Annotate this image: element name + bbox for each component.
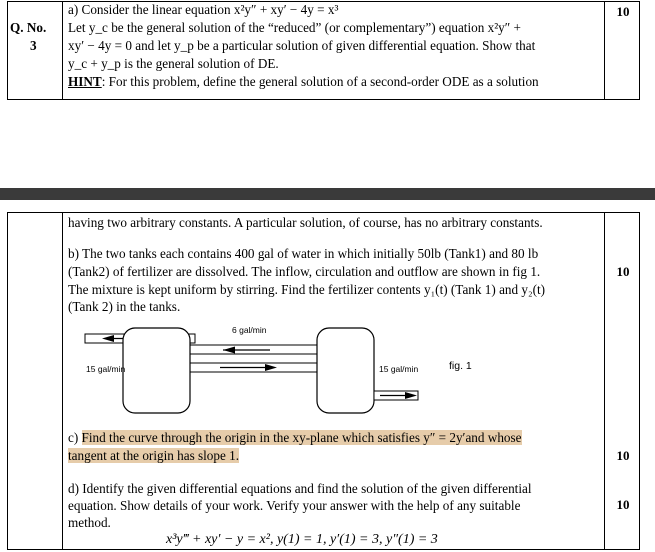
hint-line: [68, 73, 539, 91]
marks-part-a: 10: [616, 4, 630, 19]
marks-part-c: 10: [616, 448, 630, 463]
part-c-line-1: [68, 429, 522, 447]
part-d-line-2: equation. Show details of your work. Verify your answer with the help of any suitable: [68, 498, 521, 513]
table-divider-qno: [62, 1, 63, 100]
part-c-line-2: [68, 447, 239, 465]
table-border-bottom: [7, 99, 640, 100]
part-a-line-4: y_c + y_p is the general solution of DE.: [68, 56, 279, 71]
marks-part-b: 10: [616, 264, 630, 279]
page-break-bar: [0, 188, 655, 200]
table2-border-bottom: [7, 549, 640, 550]
part-a-line-1: a) Consider the linear equation x²y″ + xy′ − 4y = x³: [68, 2, 339, 17]
question-number-label: Q. No.: [10, 20, 47, 35]
flow-label-outflow: 15 gal/min: [379, 364, 419, 374]
part-b-line-3: The mixture is kept uniform by stirring. Find the fertilizer contents y₁(t) (Tank 1) and y₂(t): [68, 282, 546, 297]
hint-continuation: having two arbitrary constants. A particular solution, of course, has no arbitrary constants.: [68, 215, 543, 230]
flow-label-inflow: 15 gal/min: [86, 364, 126, 374]
part-d-line-1: d) Identify the given differential equations and find the solution of the given differential: [68, 481, 532, 496]
table2-divider-qno: [62, 212, 63, 550]
tank-1: [123, 328, 190, 413]
part-c-highlight: Find the curve through the origin in the xy-plane which satisfies y″ = 2y′: [81, 430, 466, 445]
tank-2: [317, 328, 374, 413]
part-c-line-1-rest: and whose: [465, 430, 522, 445]
marks-part-d: 10: [616, 497, 630, 512]
table-border-left: [7, 1, 8, 100]
hint-text: : For this problem, define the general solution of a second-order ODE as a solution: [101, 74, 539, 89]
two-tank-diagram: [80, 318, 480, 418]
part-a-line-3: xy′ − 4y = 0 and let y_p be a particular solution of given differential equation. Show that: [68, 38, 536, 53]
part-d-equation: x³y‴ + xy′ − y = x², y(1) = 1, y′(1) = 3, y″(1) = 3: [166, 532, 438, 547]
question-number: 3: [30, 38, 37, 53]
hint-label: HINT: [68, 74, 102, 89]
part-b-line-2: (Tank2) of fertilizer are dissolved. The inflow, circulation and outflow are shown in fig 1.: [68, 264, 541, 279]
table2-border-left: [7, 212, 8, 550]
part-b-line-1: b) The two tanks each contains 400 gal of water in which initially 50lb (Tank1) and 80 lb: [68, 246, 539, 261]
figure-label: fig. 1: [449, 360, 472, 372]
table2-border-top: [7, 212, 640, 213]
part-c-prefix: c): [68, 430, 82, 445]
part-c-line-2-text: tangent at the origin has slope 1.: [68, 448, 240, 463]
part-a-line-2: Let y_c be the general solution of the “reduced” (or complementary”) equation x²y″ +: [68, 20, 521, 35]
part-d-line-3: method.: [68, 515, 111, 530]
flow-label-circulation: 6 gal/min: [232, 325, 267, 335]
part-b-line-4: (Tank 2) in the tanks.: [68, 299, 181, 314]
